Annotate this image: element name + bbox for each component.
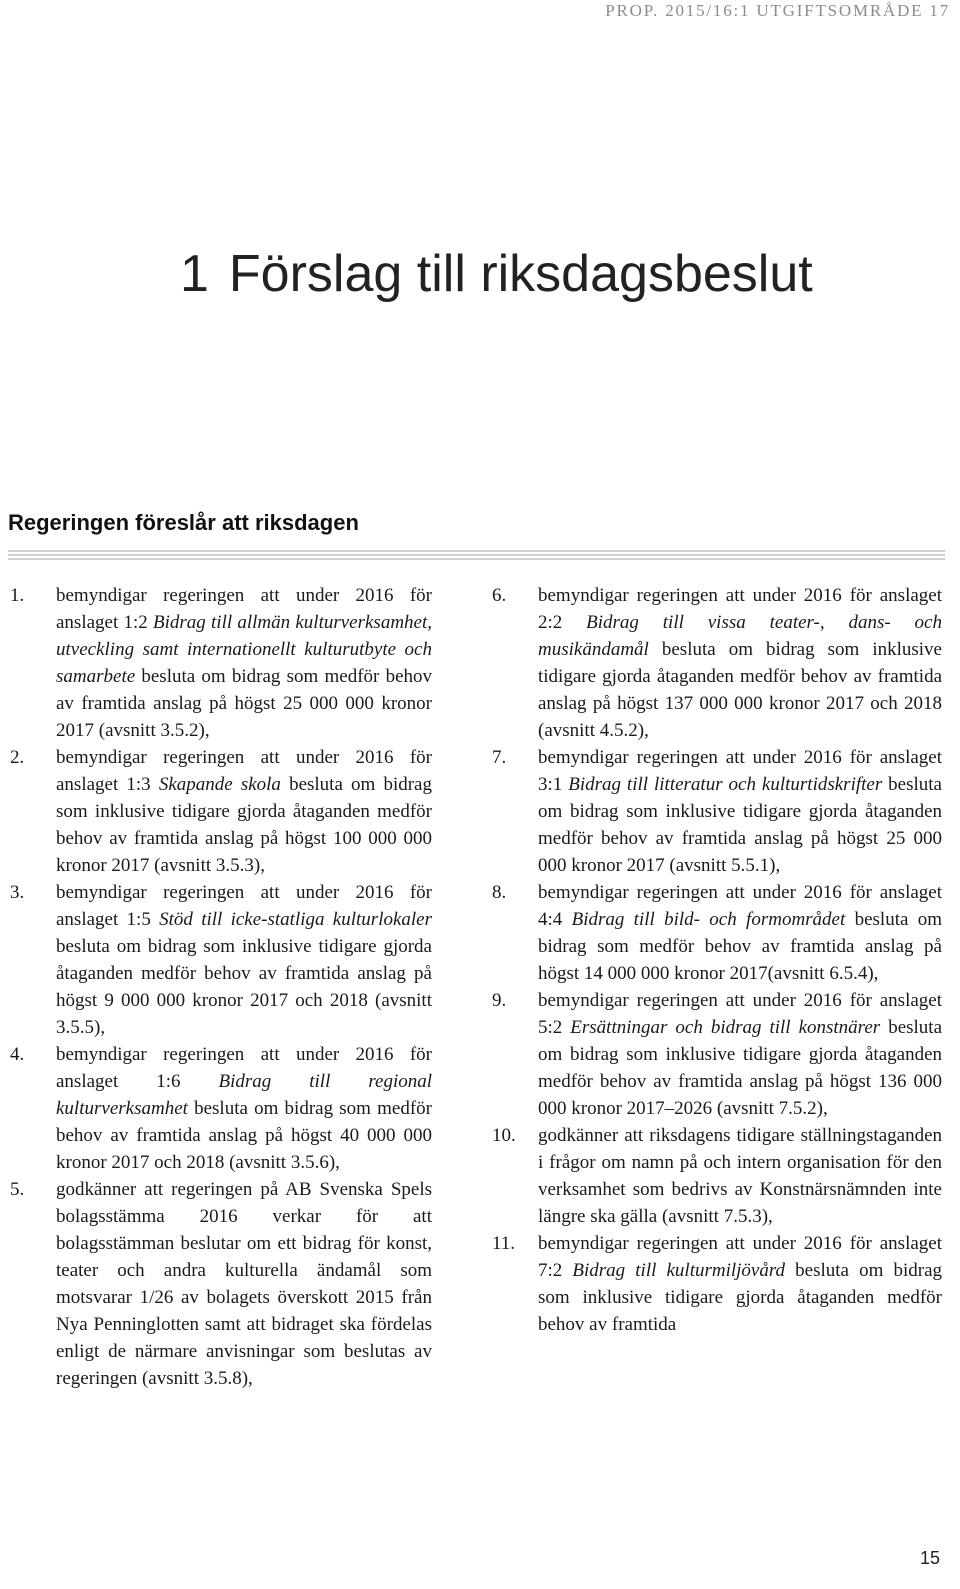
list-item-number: 4. <box>10 1044 25 1065</box>
list-item-text: bemyndigar regeringen att under 2016 för anslaget 5:2 Ersättningar och bidrag till konstnärer besluta om bidrag som inklusive tidigare gjorda åtaganden medför behov av framtida anslag på högst 136 000 000 kronor 2017–2026 (avsnitt 7.5.2), <box>538 990 943 1119</box>
list-item-text: bemyndigar regeringen att under 2016 för anslaget 1:5 Stöd till icke-statliga kulturlokaler besluta om bidrag som inklusive tidigare gjorda åtaganden medför behov av framtida anslag på högst 9 000 000 kronor 2017 och 2018 (avsnitt 3.5.5), <box>56 882 433 1038</box>
list-item <box>10 879 432 1041</box>
chapter-title <box>180 244 813 304</box>
list-item <box>10 1176 432 1392</box>
list-item-number: 2. <box>10 747 25 768</box>
list-item-text: bemyndigar regeringen att under 2016 för anslaget 2:2 Bidrag till vissa teater-, dans- och musikändamål besluta om bidrag som inklusive tidigare gjorda åtaganden medför behov av framtida anslag på högst 137 000 000 kronor 2017 och 2018 (avsnitt 4.5.2), <box>538 585 942 741</box>
list-item <box>492 1122 942 1230</box>
list-item-number: 8. <box>492 882 507 903</box>
list-item-number: 9. <box>492 990 507 1011</box>
list-item-text: godkänner att riksdagens tidigare ställningstaganden i frågor om namn på och intern organisation för den verksamhet som bedrivs av Konstnärsnämnden inte längre ska gälla (avsnitt 7.5.3), <box>538 1125 942 1227</box>
list-item-text: bemyndigar regeringen att under 2016 för anslaget 1:3 Skapande skola besluta om bidrag som inklusive tidigare gjorda åtaganden medför behov av framtida anslag på högst 100 000 000 kronor 2017 (avsnitt 3.5.3), <box>56 747 432 876</box>
list-item-text: bemyndigar regeringen att under 2016 för anslaget 1:6 Bidrag till regional kulturverksamhet besluta om bidrag som medför behov av framtida anslag på högst 40 000 000 kronor 2017 och 2018 (avsnitt 3.5.6), <box>56 1044 433 1173</box>
list-item-number: 3. <box>10 882 25 903</box>
right-column <box>492 582 942 1338</box>
list-item <box>10 582 432 744</box>
list-item <box>492 987 942 1122</box>
list-item-text: godkänner att regeringen på AB Svenska Spels bolagsstämma 2016 verkar för att bolagsstämman beslutar om ett bidrag för konst, teater och andra kulturella ändamål som motsvarar 1/26 av bolagets överskott 2015 från Nya Penninglotten samt att bidraget ska fördelas enligt de närmare anvisningar som beslutas av regeringen (avsnitt 3.5.8), <box>56 1179 432 1389</box>
list-item <box>492 1230 942 1338</box>
list-item-number: 11. <box>492 1233 516 1254</box>
list-item-number: 6. <box>492 585 507 606</box>
list-item-text: bemyndigar regeringen att under 2016 för anslaget 7:2 Bidrag till kulturmiljövård besluta om bidrag som inklusive tidigare gjorda åtaganden medför behov av framtida <box>538 1233 943 1335</box>
list-item-number: 10. <box>492 1125 516 1146</box>
list-item-text: bemyndigar regeringen att under 2016 för anslaget 4:4 Bidrag till bild- och formområdet besluta om bidrag som medför behov av framtida anslag på högst 14 000 000 kronor 2017(avsnitt 6.5.4), <box>538 882 942 984</box>
list-item <box>492 582 942 744</box>
chapter-title-text: Förslag till riksdagsbeslut <box>228 245 813 303</box>
list-item-text: bemyndigar regeringen att under 2016 för anslaget 1:2 Bidrag till allmän kulturverksamhet, utveckling samt internationellt kulturutbyte och samarbete besluta om bidrag som medför behov av framtida anslag på högst 25 000 000 kronor 2017 (avsnitt 3.5.2), <box>56 585 433 741</box>
list-item <box>10 744 432 879</box>
list-item-text: bemyndigar regeringen att under 2016 för anslaget 3:1 Bidrag till litteratur och kulturtidskrifter besluta om bidrag som inklusive tidigare gjorda åtaganden medför behov av framtida anslag på högst 25 000 000 kronor 2017 (avsnitt 5.5.1), <box>538 747 942 876</box>
list-item <box>492 879 942 987</box>
chapter-number: 1 <box>180 245 209 303</box>
heading-divider <box>8 550 945 560</box>
list-item <box>10 1041 432 1176</box>
page-number: 15 <box>919 1548 940 1568</box>
list-item <box>492 744 942 879</box>
list-item-number: 7. <box>492 747 507 768</box>
section-heading: Regeringen föreslår att riksdagen <box>8 510 359 535</box>
list-item-number: 5. <box>10 1179 25 1200</box>
left-column <box>10 582 432 1392</box>
list-item-number: 1. <box>10 585 25 606</box>
running-header: PROP. 2015/16:1 UTGIFTSOMRÅDE 17 <box>605 1 950 20</box>
